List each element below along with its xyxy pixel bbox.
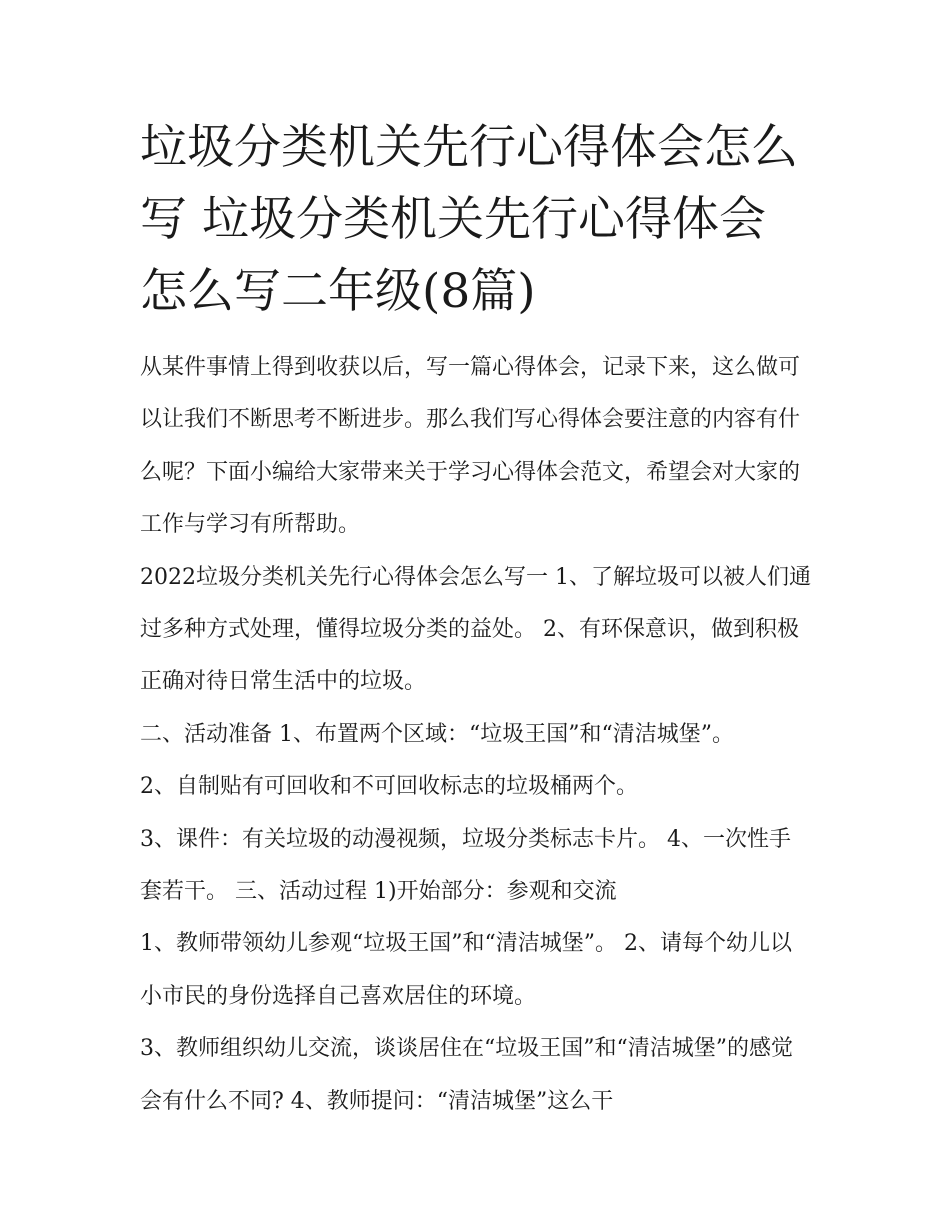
document-title: 垃圾分类机关先行心得体会怎么写 垃圾分类机关先行心得体会怎么写二年级(8篇) [140, 120, 798, 319]
paragraph-objectives: 2022垃圾分类机关先行心得体会怎么写一 1、了解垃圾可以被人们通过多种方式处理，懂得垃圾分类的益处。 2、有环保意识，做到积极正确对待日常生活中的垃圾。 [140, 564, 811, 695]
paragraph-intro: 从某件事情上得到收获以后，写一篇心得体会，记录下来，这么做可以让我们不断思考不断进步。那么我们写心得体会要注意的内容有什么呢？下面小编给大家带来关于学习心得体会范文，希望会对大家的工作与学习有所帮助。 [140, 355, 801, 538]
paragraph-courseware: 3、课件：有关垃圾的动漫视频，垃圾分类标志卡片。 4、一次性手套若干。 三、活动过程 1)开始部分：参观和交流 [140, 826, 791, 905]
paragraph-preparation: 二、活动准备 1、布置两个区域：“垃圾王国”和“清洁城堡”。 [140, 721, 734, 747]
paragraph-trash-bins: 2、自制贴有可回收和不可回收标志的垃圾桶两个。 [140, 774, 638, 800]
paragraph-discussion: 3、教师组织幼儿交流，谈谈居住在“垃圾王国”和“清洁城堡”的感觉会有什么不同? 4、教师提问：“清洁城堡”这么干 [140, 1036, 793, 1114]
document-body [140, 342, 812, 1128]
paragraph-visit: 1、教师带领幼儿参观“垃圾王国”和“清洁城堡”。 2、请每个幼儿以小市民的身份选择自己喜欢居住的环境。 [140, 931, 792, 1009]
document-page [140, 112, 812, 1128]
